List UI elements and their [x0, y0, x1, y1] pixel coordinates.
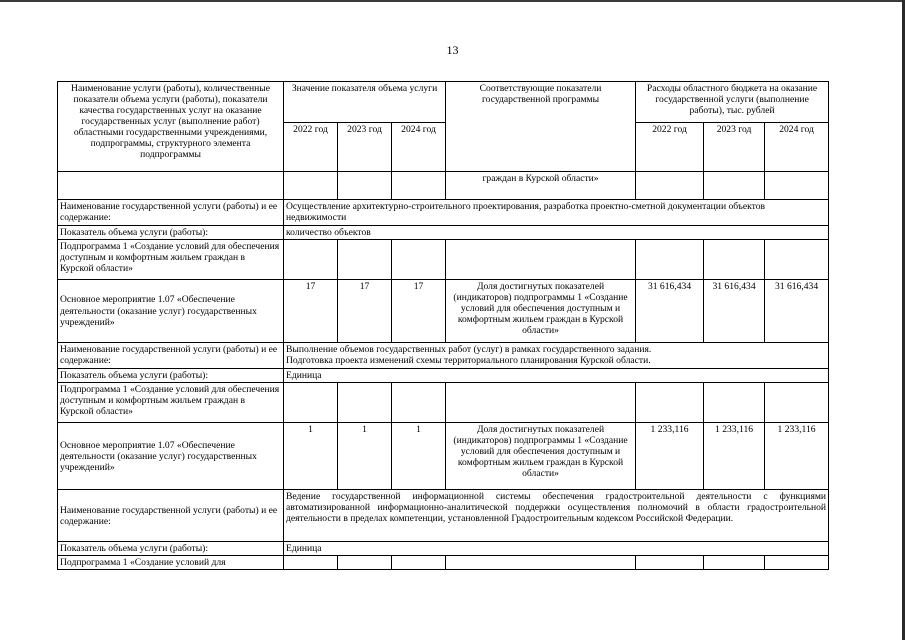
- activity-row: [58, 423, 829, 490]
- table-header-row: [58, 82, 829, 123]
- year-volume-2022: 2022 год: [284, 123, 338, 172]
- budget-services-table: [57, 81, 829, 570]
- subprogram-name: Подпрограмма 1 «Создание условий для обеспечения доступным и комфортным жильем граждан в Курской области»: [58, 383, 284, 423]
- page-number: 13: [446, 43, 459, 57]
- volume-row: [58, 369, 829, 383]
- expense-2024: 1 233,116: [765, 423, 829, 490]
- subprogram-row: [58, 240, 829, 280]
- service-value: Осуществление архитектурно-строительного проектирования, разработка проектно-сметной документации объектов недвижимости: [284, 200, 829, 226]
- volume-row: [58, 226, 829, 240]
- service-value-line: Подготовка проекта изменений схемы территориального планирования Курской области.: [286, 355, 651, 367]
- subprogram-name: Подпрограмма 1 «Создание условий для: [58, 556, 284, 570]
- subprogram-row: [58, 383, 829, 423]
- service-label: Наименование государственной услуги (работы) и ее содержание:: [58, 343, 284, 369]
- indicator-text: Доля достигнутых показателей (индикаторов) подпрограммы 1 «Создание условий для обеспечения доступным и комфортным жильем граждан в Курской области»: [446, 280, 636, 343]
- year-expense-2024: 2024 год: [765, 123, 829, 172]
- volume-2023: 1: [338, 423, 392, 490]
- service-row: [58, 343, 829, 369]
- subprogram-name: Подпрограмма 1 «Создание условий для обеспечения доступным и комфортным жильем граждан в Курской области»: [58, 240, 284, 280]
- year-volume-2024: 2024 год: [392, 123, 446, 172]
- volume-row: [58, 542, 829, 556]
- year-volume-2023: 2023 год: [338, 123, 392, 172]
- service-value-line: Выполнение объемов государственных работ (услуг) в рамках государственного задания.: [286, 344, 652, 356]
- activity-row: [58, 280, 829, 343]
- volume-2024: 1: [392, 423, 446, 490]
- volume-value: Единица: [284, 369, 829, 383]
- service-row: [58, 490, 829, 542]
- header-budget-expenses: Расходы областного бюджета на оказание государственной услуги (выполнение работы), тыс. рублей: [636, 82, 829, 123]
- service-row: [58, 200, 829, 226]
- expense-2024: 31 616,434: [765, 280, 829, 343]
- subprogram-row: [58, 556, 829, 570]
- header-program-indicators: Соответствующие показатели государственной программы: [446, 82, 636, 172]
- activity-name: Основное мероприятие 1.07 «Обеспечение деятельности (оказание услуг) государственных учреждений»: [58, 423, 284, 490]
- volume-label: Показатель объема услуги (работы):: [58, 542, 284, 556]
- volume-value: количество объектов: [284, 226, 829, 240]
- volume-label: Показатель объема услуги (работы):: [58, 369, 284, 383]
- service-value: [284, 343, 829, 369]
- activity-name: Основное мероприятие 1.07 «Обеспечение деятельности (оказание услуг) государственных учреждений»: [58, 280, 284, 343]
- header-service-name: Наименование услуги (работы), количественные показатели объема услуги (работы), показатели качества государственных услуг на оказание государственных услуг (выполнение работ) областными государственными учреждениями, подпрограммы, структурного элемента подпрограммы: [58, 82, 284, 172]
- volume-2023: 17: [338, 280, 392, 343]
- continuation-text: граждан в Курской области»: [446, 172, 636, 200]
- service-label: Наименование государственной услуги (работы) и ее содержание:: [58, 200, 284, 226]
- volume-value: Единица: [284, 542, 829, 556]
- service-label: Наименование государственной услуги (работы) и ее содержание:: [58, 490, 284, 542]
- year-expense-2023: 2023 год: [704, 123, 765, 172]
- year-expense-2022: 2022 год: [636, 123, 704, 172]
- expense-2022: 1 233,116: [636, 423, 704, 490]
- scan-top-edge: [0, 0, 905, 2]
- header-volume-value: Значение показателя объема услуги: [284, 82, 446, 123]
- volume-2024: 17: [392, 280, 446, 343]
- expense-2023: 31 616,434: [704, 280, 765, 343]
- volume-2022: 17: [284, 280, 338, 343]
- continuation-row: [58, 172, 829, 200]
- service-value: Ведение государственной информационной системы обеспечения градостроительной деятельности с функциями автоматизированной информационно-аналитической поддержки осуществления полномочий в области градостроительной деятельности в пределах компетенции, установленной Градостроительным кодексом Российской Федерации.: [284, 490, 829, 542]
- volume-label: Показатель объема услуги (работы):: [58, 226, 284, 240]
- expense-2022: 31 616,434: [636, 280, 704, 343]
- expense-2023: 1 233,116: [704, 423, 765, 490]
- volume-2022: 1: [284, 423, 338, 490]
- indicator-text: Доля достигнутых показателей (индикаторов) подпрограммы 1 «Создание условий для обеспечения доступным и комфортным жильем граждан в Курской области»: [446, 423, 636, 490]
